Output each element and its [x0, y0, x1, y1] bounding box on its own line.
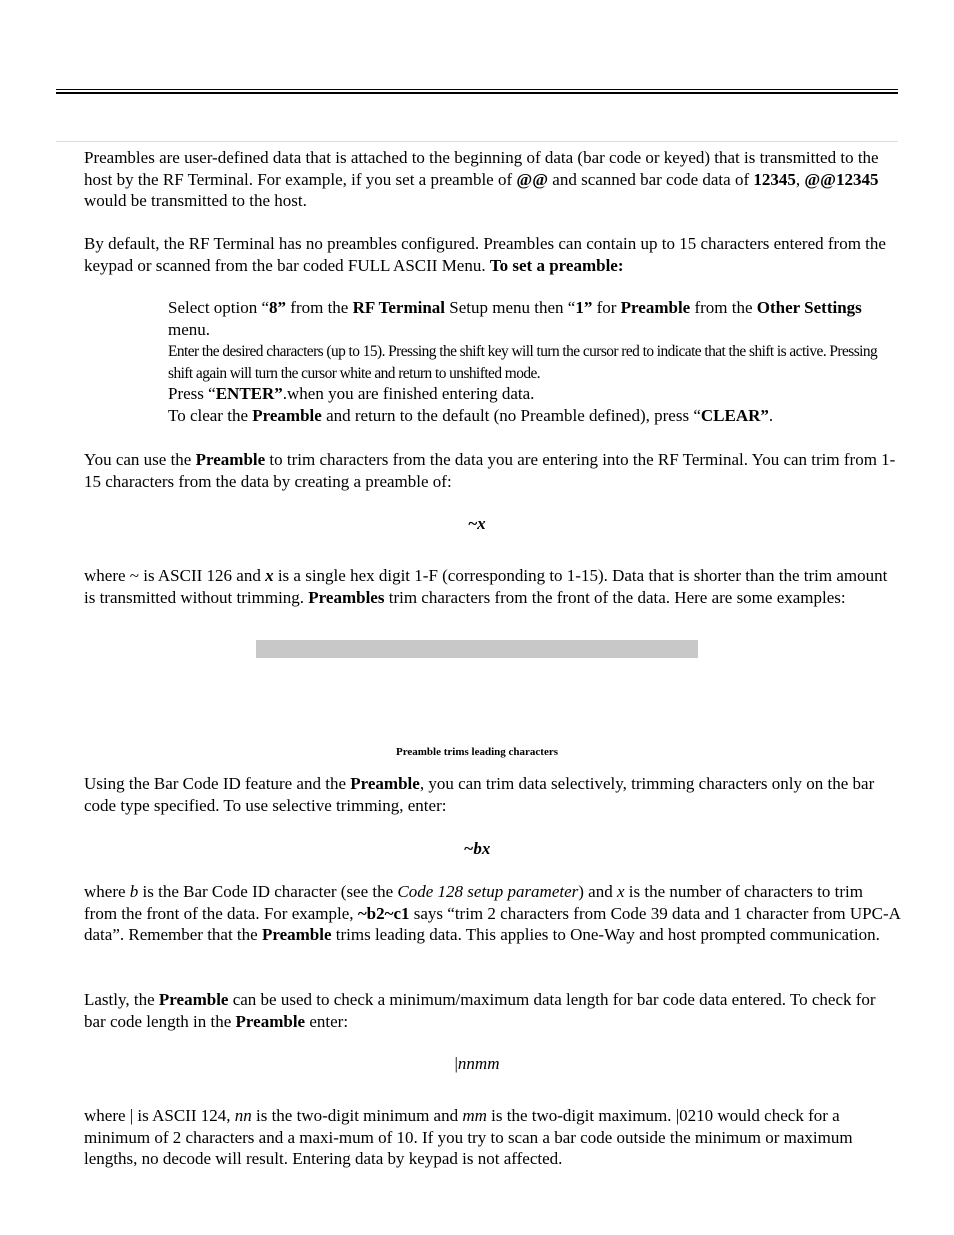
where1-text-3: trim characters from the front of the data. Here are some examples:	[384, 587, 846, 607]
where-barcode-paragraph	[84, 881, 900, 946]
barcode-bold: Preamble	[350, 774, 420, 793]
intro-text-4: would be transmitted to the host.	[84, 191, 307, 210]
formula-trim-x: x	[477, 514, 486, 533]
lastly-text-3: enter:	[305, 1011, 349, 1031]
step-4-text-1: To clear the	[168, 406, 253, 425]
step-1-bold-4: Preamble	[620, 298, 691, 317]
intro-text-2: and scanned bar code data of	[548, 169, 754, 189]
step-1-bold-1: 8”	[269, 298, 287, 317]
where3-text-1: where | is ASCII 124,	[84, 1106, 235, 1125]
step-1	[168, 297, 888, 340]
where1-text-2: is a single hex digit 1-F (corresponding to 1-15). Data that is shorter than the trim amount is transmitted without trimming.	[84, 566, 888, 607]
where2-text-1: where	[84, 882, 130, 901]
step-1-text-4: for	[592, 298, 621, 317]
barcode-text-1: Using the Bar Code ID feature and the	[84, 774, 351, 793]
step-4	[168, 405, 888, 427]
formula-length-bar: |	[454, 1054, 458, 1073]
step-3	[168, 383, 888, 405]
step-4-text-2: and return to the default (no Preamble defined), press “	[321, 406, 701, 425]
step-1-bold-5: Other Settings	[756, 298, 862, 317]
where2-text-4: is the number of characters to trim from the front of the data. For example,	[84, 882, 863, 923]
formula-barcode-text: ~bx	[463, 839, 491, 858]
default-paragraph	[84, 233, 900, 276]
intro-bold-3: @@12345	[804, 169, 879, 189]
intro-bold-2: 12345	[753, 169, 796, 189]
header-rule-thick	[56, 92, 898, 94]
intro-paragraph	[84, 147, 900, 212]
trim-bold: Preamble	[195, 450, 266, 469]
step-1-bold-2: RF Terminal	[352, 298, 446, 317]
step-4-text-3: .	[768, 406, 774, 425]
trim-text-1: You can use the	[84, 450, 196, 469]
lastly-bold-2: Preamble	[235, 1011, 306, 1031]
formula-length	[0, 1053, 954, 1075]
intro-bold-1: @@	[516, 169, 549, 189]
where2-italic-2: Code 128 setup parameter	[397, 882, 579, 901]
where3-text-2: is the two-digit minimum and	[251, 1106, 463, 1125]
default-bold: To set a preamble:	[489, 255, 624, 275]
default-text: By default, the RF Terminal has no preambles configured. Preambles can contain up to 15 characters entered from the keypad or scanned from the bar coded FULL ASCII Menu.	[84, 234, 886, 275]
step-3-bold: ENTER”	[215, 384, 283, 403]
formula-length-nnmm: nnmm	[457, 1054, 500, 1073]
step-4-bold-1: Preamble	[252, 406, 322, 425]
header-rule	[56, 89, 898, 90]
lastly-text-2: can be used to check a minimum/maximum data length for bar code data entered. To check for bar code length in the	[84, 990, 876, 1031]
where-trim-paragraph	[84, 565, 900, 608]
where3-italic-2: mm	[462, 1106, 487, 1125]
trim-paragraph	[84, 449, 900, 492]
step-1-text-1: Select option “	[168, 298, 270, 317]
where1-bold: Preambles	[308, 587, 385, 607]
step-2: Enter the desired characters (up to 15). Pressing the shift key will turn the cursor red to indicate that the shift is active. Pressing shift again will turn the cursor white and return to unshifted mode.	[168, 343, 878, 382]
intro-text-3: ,	[795, 169, 805, 189]
step-4-bold-2: CLEAR”	[700, 406, 769, 425]
where2-text-5: says “trim 2 characters from Code 39 data and 1 character from UPC-A data”. Remember that the	[84, 903, 900, 944]
figure-caption: Preamble trims leading characters	[395, 746, 558, 758]
where3-italic-1: nn	[234, 1106, 252, 1125]
where1-text-1: where ~ is ASCII 126 and	[84, 566, 266, 585]
step-1-text-3: Setup menu then “	[445, 298, 576, 317]
section-divider	[56, 141, 898, 142]
intro-text-1: Preambles are user-defined data that is attached to the beginning of data (bar code or keyed) that is transmitted to the host by the RF Terminal. For example, if you set a preamble of	[84, 148, 879, 189]
step-3-text-2: .when you are finished entering data.	[282, 384, 535, 403]
lastly-bold-1: Preamble	[158, 990, 229, 1009]
formula-trim	[0, 513, 954, 535]
where1-bolditalic: x	[265, 566, 274, 585]
barcode-paragraph	[84, 773, 900, 816]
where2-text-3: ) and	[578, 882, 617, 901]
where2-text-6: trims leading data. This applies to One-Way and host prompted communication.	[331, 925, 880, 944]
step-1-text-2: from the	[286, 298, 353, 317]
where2-italic-1: b	[129, 882, 139, 901]
lastly-text-1: Lastly, the	[84, 990, 159, 1009]
formula-barcode	[0, 838, 954, 860]
where2-bold-2: Preamble	[261, 925, 332, 944]
step-1-text-6: menu.	[168, 319, 211, 339]
step-3-text-1: Press “	[168, 384, 216, 403]
where2-italic-3: x	[616, 882, 625, 901]
where2-bold-1: ~b2~c1	[357, 903, 410, 923]
examples-table-header	[256, 640, 698, 658]
step-1-text-5: from the	[690, 298, 757, 317]
where-length-paragraph	[84, 1105, 900, 1170]
formula-trim-tilde: ~	[468, 514, 478, 533]
where2-text-2: is the Bar Code ID character (see the	[138, 882, 398, 901]
step-1-bold-3: 1”	[575, 298, 593, 317]
trim-text-2: to trim characters from the data you are entering into the RF Terminal. You can trim from 1-15 characters from the data by creating a preamble of:	[84, 450, 896, 491]
where3-text-3: is the two-digit maximum. |0210 would check for a minimum of 2 characters and a maxi-mum of 10. If you try to scan a bar code outside the minimum or maximum lengths, no decode will result. Entering data by keypad is not affected.	[84, 1106, 853, 1168]
barcode-text-2: , you can trim data selectively, trimming characters only on the bar code type specified. To use selective trimming, enter:	[84, 774, 875, 815]
lastly-paragraph	[84, 989, 900, 1032]
